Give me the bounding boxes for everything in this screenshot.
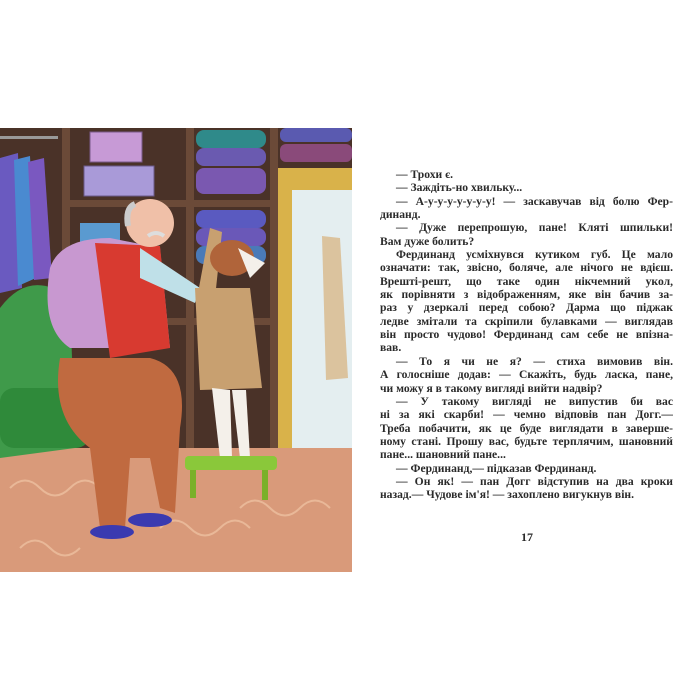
text-line: — Заждіть-но хвильку... xyxy=(396,181,523,195)
text-line: — То я чи не я? — стиха вимовив він. xyxy=(396,354,673,368)
text-line: означати: так, звісно, боляче, але нічого не вдієш. xyxy=(380,261,673,275)
paragraph xyxy=(380,248,673,355)
text-line: — Трохи є. xyxy=(396,168,454,181)
text-line: він просто чудово! Фердинанд сам себе не впізна- xyxy=(380,328,673,342)
text-line: А голосніше додав: — Скажіть, будь ласка, пане, xyxy=(380,368,673,382)
text-line: Вам дуже болить? xyxy=(380,234,475,248)
text-line: Треба побачити, як це буде виглядати в заверше- xyxy=(380,421,673,435)
paragraph xyxy=(380,395,673,462)
book-illustration xyxy=(0,128,352,572)
text-line: вав. xyxy=(380,341,402,355)
story-text xyxy=(380,168,673,502)
text-line: чи можу я в такому вигляді вийти надвір? xyxy=(380,381,603,395)
text-line: — Фердинанд,— підказав Фердинанд. xyxy=(396,461,597,475)
paragraph xyxy=(380,181,673,194)
text-line: ному стані. Прошу вас, будьте терплячим, шановний xyxy=(380,434,673,448)
text-line: Фердинанд усміхнувся кутиком губ. Це мало xyxy=(396,248,673,262)
text-line: назад.— Чудове ім'я! — захоплено вигукнув він. xyxy=(380,488,634,502)
text-line: як порівняти з відображенням, яке він бачив за- xyxy=(380,288,673,302)
text-line: Врешті-решт, що таке один нікчемний укол, xyxy=(380,274,673,288)
paragraph xyxy=(380,168,673,181)
text-line: — Дуже перепрошую, пане! Кляті шпильки! xyxy=(396,221,673,235)
paragraph xyxy=(380,475,673,502)
paragraph xyxy=(380,462,673,475)
text-line: раз у дзеркалі перед собою? Дарма що піджак xyxy=(380,301,673,315)
text-line: динанд. xyxy=(380,208,421,222)
text-line: — А-у-у-у-у-у-у-у! — заскавучав від болю Фер- xyxy=(396,194,673,208)
paragraph xyxy=(380,195,673,222)
paragraph xyxy=(380,355,673,395)
text-line: ледве змітали та скріпили булавками — виглядав xyxy=(380,314,673,328)
paragraph xyxy=(380,221,673,248)
page-number: 17 xyxy=(521,530,533,544)
text-line: — У такому вигляді не випустив би вас xyxy=(396,394,673,408)
text-line: ні за які скарби! — чемно відповів пан Догг.— xyxy=(380,408,673,422)
text-line: пане... шановний пане... xyxy=(380,448,506,462)
text-line: — Он як! — пан Догг відступив на два кроки xyxy=(396,474,673,488)
